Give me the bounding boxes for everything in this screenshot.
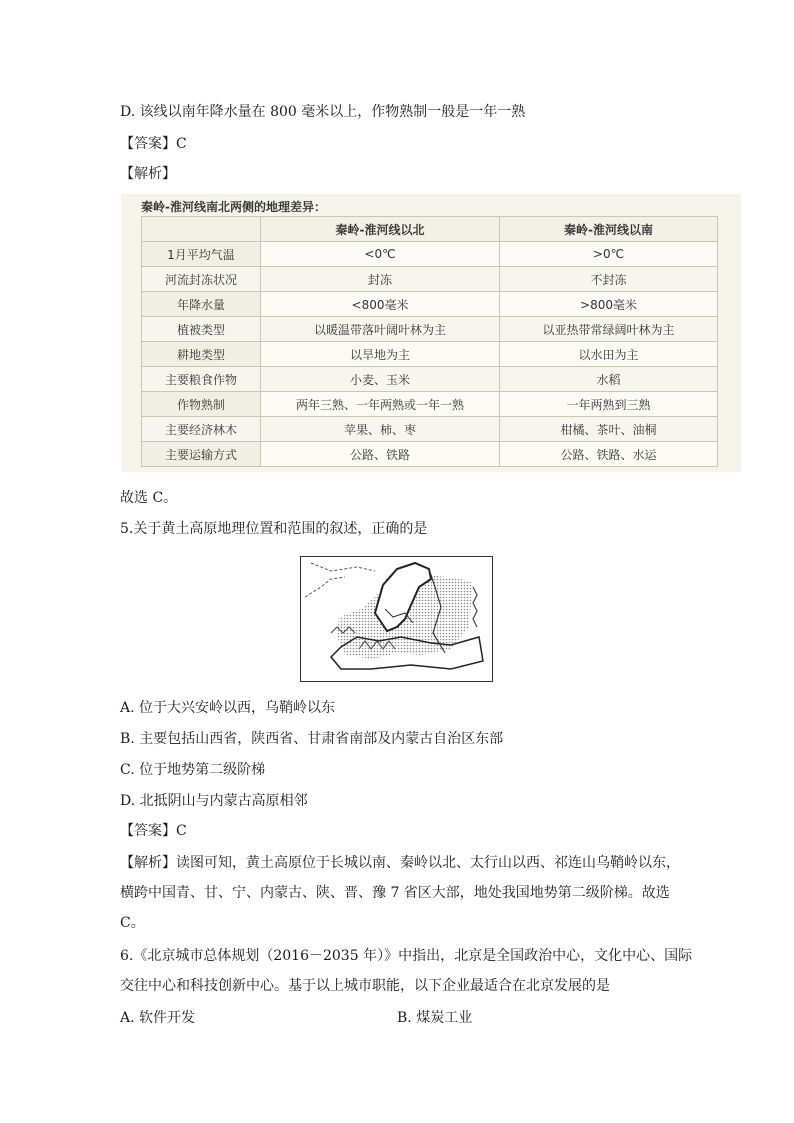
table-cell: 公路、铁路 (261, 442, 500, 467)
q5-option-a: A. 位于大兴安岭以西，乌鞘岭以东 (120, 700, 336, 716)
table-cell: 以水田为主 (500, 342, 718, 367)
table-row (142, 442, 718, 467)
table-row (142, 317, 718, 342)
table-row (142, 417, 718, 442)
question-6-line-2: 交往中心和科技创新中心。基于以上城市职能，以下企业最适合在北京发展的是 (120, 978, 610, 994)
table-cell: 以旱地为主 (261, 342, 500, 367)
answer-label-2: 【答案】C (120, 823, 187, 839)
row-label-cell: 主要粮食作物 (142, 367, 261, 392)
table-header-cell (142, 217, 261, 242)
option-d-text: D. 该线以南年降水量在 800 毫米以上，作物熟制一般是一年一熟 (120, 104, 526, 120)
table-cell: 小麦、玉米 (261, 367, 500, 392)
table-row (142, 367, 718, 392)
map-drawing (301, 557, 491, 680)
table-header-cell: 秦岭-淮河线以南 (500, 217, 718, 242)
analysis-2-line-2: 横跨中国青、甘、宁、内蒙古、陕、晋、豫 7 省区大部，地处我国地势第二级阶梯。故选 (120, 885, 670, 901)
table-cell: 柑橘、茶叶、油桐 (500, 417, 718, 442)
row-label-cell: 作物熟制 (142, 392, 261, 417)
q5-option-d: D. 北抵阴山与内蒙古高原相邻 (120, 793, 308, 809)
row-label-cell: 河流封冻状况 (142, 267, 261, 292)
row-label-cell: 耕地类型 (142, 342, 261, 367)
comparison-table-figure (121, 194, 741, 472)
table-row (142, 292, 718, 317)
table-row (142, 267, 718, 292)
table-row (142, 242, 718, 267)
answer-label: 【答案】C (120, 136, 187, 152)
q5-option-b: B. 主要包括山西省，陕西省、甘肃省南部及内蒙古自治区东部 (120, 731, 504, 747)
q5-option-c: C. 位于地势第二级阶梯 (120, 762, 266, 778)
comparison-table (141, 216, 718, 467)
q6-option-a: A. 软件开发 (120, 1010, 196, 1026)
row-label-cell: 主要经济林木 (142, 417, 261, 442)
table-row (142, 392, 718, 417)
table-cell: 一年两熟到三熟 (500, 392, 718, 417)
table-cell: <0℃ (261, 242, 500, 267)
row-label-cell: 年降水量 (142, 292, 261, 317)
table-title: 秦岭-淮河线南北两侧的地理差异： (141, 200, 326, 214)
table-cell: >0℃ (500, 242, 718, 267)
table-cell: <800毫米 (261, 292, 500, 317)
analysis-2-line-1: 【解析】读图可知，黄土高原位于长城以南、秦岭以北、太行山以西、祁连山乌鞘岭以东， (120, 855, 680, 871)
question-6-line-1: 6.《北京城市总体规划（2016－2035 年）》中指出，北京是全国政治中心，文化中心、国际 (120, 948, 693, 964)
analysis-2-line-3: C。 (120, 915, 145, 931)
table-cell: 封冻 (261, 267, 500, 292)
analysis-label: 【解析】 (120, 166, 176, 182)
table-cell: 以亚热带常绿阔叶林为主 (500, 317, 718, 342)
table-cell: 两年三熟、一年两熟或一年一熟 (261, 392, 500, 417)
table-cell: 水稻 (500, 367, 718, 392)
loess-plateau-map (300, 556, 493, 682)
table-row (142, 342, 718, 367)
row-label-cell: 1月平均气温 (142, 242, 261, 267)
question-5: 5.关于黄土高原地理位置和范围的叙述，正确的是 (120, 521, 428, 537)
table-cell: 公路、铁路、水运 (500, 442, 718, 467)
conclusion-text: 故选 C。 (120, 490, 178, 506)
row-label-cell: 主要运输方式 (142, 442, 261, 467)
table-cell: 苹果、柿、枣 (261, 417, 500, 442)
table-cell: 以暖温带落叶阔叶林为主 (261, 317, 500, 342)
table-header-cell: 秦岭-淮河线以北 (261, 217, 500, 242)
table-header-row (142, 217, 718, 242)
table-cell: >800毫米 (500, 292, 718, 317)
row-label-cell: 植被类型 (142, 317, 261, 342)
table-cell: 不封冻 (500, 267, 718, 292)
q6-option-b: B. 煤炭工业 (397, 1010, 473, 1026)
